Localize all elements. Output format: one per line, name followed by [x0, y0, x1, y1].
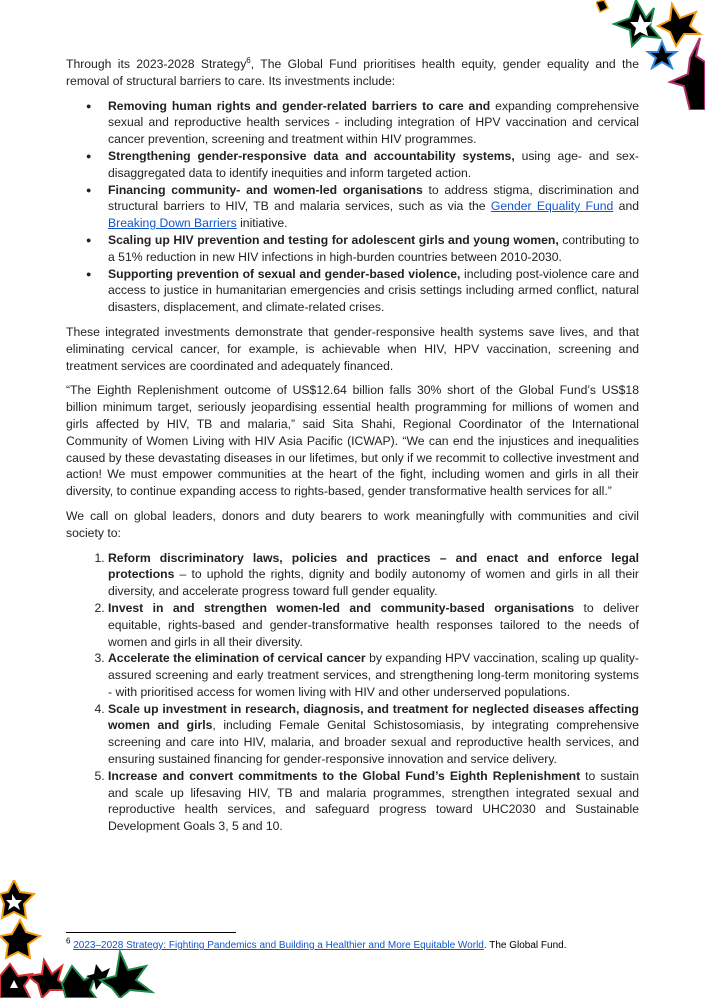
list-item: ● Scaling up HIV prevention and testing for adolescent girls and young women, contributing to a 51% reduction in new HIV infections in high-burden countries between 2010-2030.: [108, 232, 639, 266]
list-item: ● Strengthening gender-responsive data and accountability systems, using age- and sex-disaggregated data to identify inequities and inform targeted action.: [108, 148, 639, 182]
calls-list: [66, 550, 639, 836]
strategy-link[interactable]: 2023–2028 Strategy: Fighting Pandemics and Building a Healthier and More Equitable World: [73, 940, 484, 951]
footnote-ref[interactable]: 6: [246, 55, 251, 65]
intro-text-after: , The Global Fund prioritises health equity, gender equality and the removal of structural barriers to care. Its investments include:: [66, 57, 639, 88]
gender-equality-fund-link[interactable]: Gender Equality Fund: [490, 199, 614, 214]
document-body: [66, 56, 639, 843]
list-item: 3. Accelerate the elimination of cervical cancer by expanding HPV vaccination, scaling up quality-assured screening and early treatment services, and strengthening long-term monitoring systems - with prioritised access for women living with HIV and other underserved populations.: [108, 650, 639, 700]
quote-paragraph: “The Eighth Replenishment outcome of US$12.64 billion falls 30% short of the Global Fund’s US$18 billion minimum target, seriously jeopardising essential health programming for millions of women and girls affected by HIV, TB and malaria,” said Sita Shahi, Regional Coordinator of the International Community of Women Living with HIV Asia Pacific (ICWAP). “We can end the injustices and inequalities caused by these devastating diseases in our lifetimes, but only if we recommit to collective investment and action! We must empower communities at the heart of the fight, including women and girls in all their diversity, to continue expanding access to rights-based, gender transformative health services for all.”: [66, 383, 639, 499]
investments-list: [66, 98, 639, 316]
paragraph: These integrated investments demonstrate that gender-responsive health systems save lives, and that eliminating cervical cancer, for example, is achievable when HIV, HPV vaccination, screening and treatment services are coordinated and adequately financed.: [66, 324, 639, 373]
list-item: ● Financing community- and women-led organisations to address stigma, discrimination and structural barriers to HIV, TB and malaria services, such as via the Gender Equality Fund and Breaking Down Barriers initiative.: [108, 182, 639, 232]
list-item: ● Supporting prevention of sexual and gender-based violence, including post-violence care and access to justice in humanitarian emergencies and crisis settings including armed conflict, natural disasters, displacement, and climate-related crises.: [108, 266, 639, 316]
intro-text: Through its 2023-2028 Strategy: [66, 57, 247, 71]
list-item: 2. Invest in and strengthen women-led and community-based organisations to deliver equitable, rights-based and gender-transformative health responses tailored to the needs of women and girls in all their diversity.: [108, 600, 639, 650]
list-item: 4. Scale up investment in research, diagnosis, and treatment for neglected diseases affecting women and girls, including Female Genital Schistosomiasis, by integrating comprehensive screening and care into HIV, malaria, and broader sexual and reproductive health services, and ensuring sustained financing for gender-responsive innovation and service delivery.: [108, 701, 639, 768]
list-item: ● Removing human rights and gender-related barriers to care and expanding comprehensive sexual and reproductive health services - including integration of HPV vaccination and cervical cancer prevention, screening and treatment within HIV programmes.: [108, 98, 639, 148]
breaking-down-barriers-link[interactable]: Breaking Down Barriers: [108, 216, 237, 231]
footnote: [66, 936, 567, 951]
list-item: 5. Increase and convert commitments to the Global Fund’s Eighth Replenishment to sustain and scale up lifesaving HIV, TB and malaria programmes, strengthen integrated sexual and reproductive health services, and safeguard progress toward UHC2030 and Sustainable Development Goals 3, 5 and 10.: [108, 768, 639, 835]
intro-paragraph: [66, 56, 639, 90]
footnote-number: 6: [66, 936, 71, 946]
footnote-divider: [66, 932, 236, 933]
list-item: 1. Reform discriminatory laws, policies and practices – and enact and enforce legal protections – to uphold the rights, dignity and bodily autonomy of women and girls in all their diversity, and accelerate progress toward full gender equality.: [108, 550, 639, 600]
footnote-source: . The Global Fund.: [483, 940, 567, 951]
paragraph: We call on global leaders, donors and duty bearers to work meaningfully with communities and civil society to:: [66, 508, 639, 540]
decorative-stars-bottom-left-icon: [0, 880, 160, 998]
